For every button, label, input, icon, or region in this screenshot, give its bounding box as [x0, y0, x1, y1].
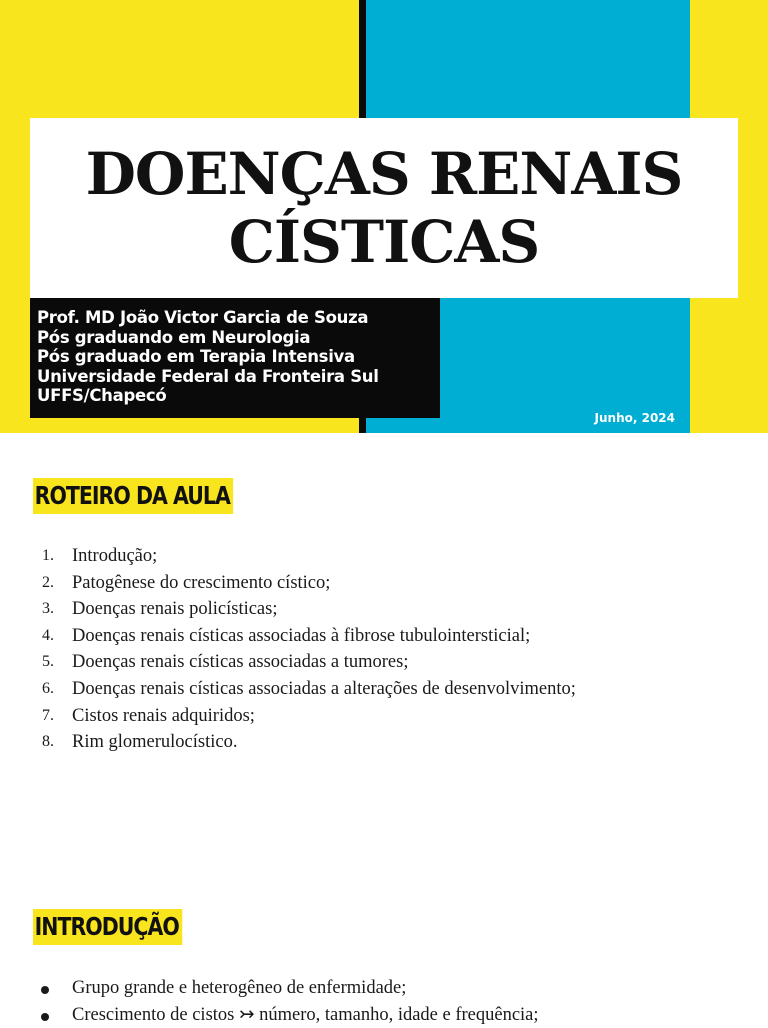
- title-line-1: DOENÇAS RENAIS: [85, 140, 683, 208]
- list-number: 6.: [42, 679, 54, 697]
- list-text: Doenças renais císticas associadas a tumores;: [72, 652, 409, 673]
- presentation-date: Junho, 2024: [594, 411, 675, 425]
- introducao-heading: INTRODUÇÃO: [33, 909, 182, 945]
- list-number: 2.: [42, 573, 54, 591]
- list-item: [0, 543, 576, 570]
- bullet-icon: [41, 1013, 49, 1021]
- list-item: [0, 596, 576, 623]
- list-text: Patogênese do crescimento cístico;: [72, 572, 331, 593]
- author-credential: Pós graduado em Terapia Intensiva: [37, 347, 355, 366]
- list-item: [0, 975, 539, 1002]
- introducao-list: [0, 975, 539, 1028]
- list-item: [0, 649, 576, 676]
- list-text: Crescimento de cistos ↣ número, tamanho, idade e frequência;: [72, 1004, 539, 1025]
- list-item: [0, 623, 576, 650]
- author-name: Prof. MD João Victor Garcia de Souza: [37, 308, 369, 327]
- list-item: [0, 676, 576, 703]
- title-line-2: CÍSTICAS: [228, 208, 540, 276]
- list-number: 8.: [42, 733, 54, 751]
- roteiro-list: [0, 543, 576, 756]
- list-number: 5.: [42, 653, 54, 671]
- bullet-icon: [41, 986, 49, 994]
- list-text: Doenças renais císticas associadas a alterações de desenvolvimento;: [72, 678, 576, 699]
- title-slide: [0, 0, 768, 433]
- list-text: Doenças renais policísticas;: [72, 599, 278, 620]
- list-text: Cistos renais adquiridos;: [72, 705, 255, 726]
- list-text: Doenças renais císticas associadas à fibrose tubulointersticial;: [72, 625, 531, 646]
- author-credential: Pós graduando em Neurologia: [37, 327, 311, 347]
- title-box: [30, 118, 738, 298]
- list-item: [0, 570, 576, 597]
- author-box: [30, 298, 440, 418]
- author-campus: UFFS/Chapecó: [37, 386, 167, 405]
- list-number: 3.: [42, 600, 54, 618]
- list-number: 4.: [42, 626, 54, 644]
- list-item: [0, 1002, 539, 1028]
- list-item: [0, 703, 576, 730]
- list-item: [0, 729, 576, 756]
- roteiro-heading: ROTEIRO DA AULA: [33, 478, 233, 514]
- list-text: Grupo grande e heterogêneo de enfermidade;: [72, 978, 407, 998]
- list-number: 1.: [42, 547, 54, 564]
- list-text: Rim glomerulocístico.: [72, 732, 238, 753]
- list-number: 7.: [42, 706, 54, 724]
- author-institution: Universidade Federal da Fronteira Sul: [37, 366, 379, 386]
- list-text: Introdução;: [72, 546, 158, 566]
